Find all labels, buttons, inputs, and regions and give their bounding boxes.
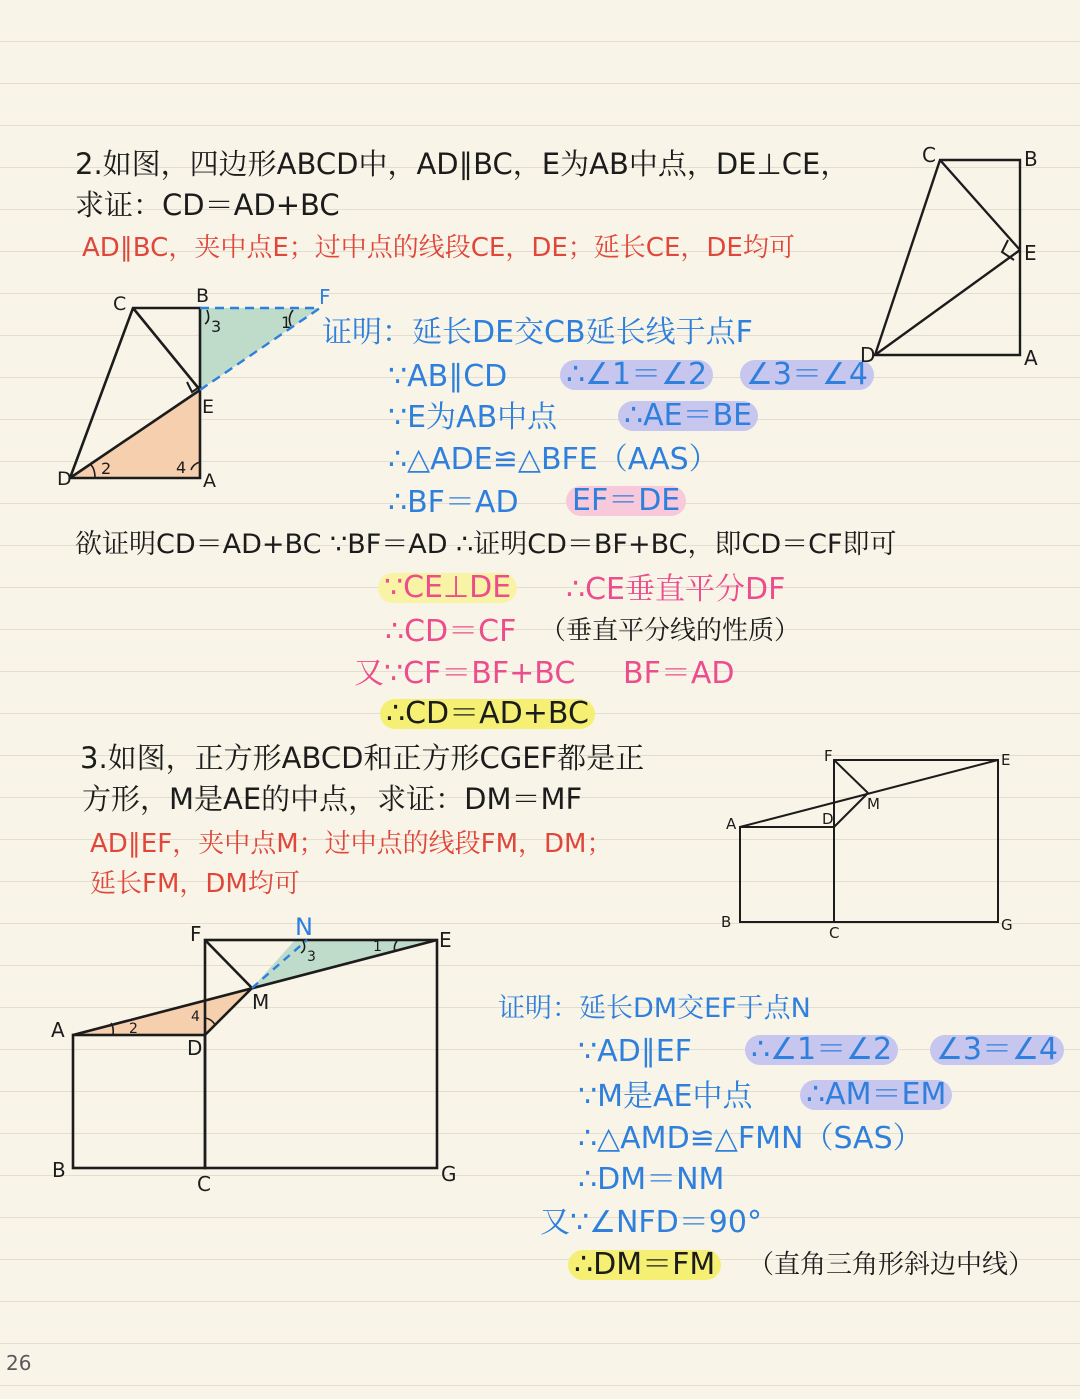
fig2s-label-b: B — [1024, 147, 1038, 171]
p2-proof-line2c: ∠3＝∠4 — [740, 360, 874, 390]
p3-proof-line6: 又∵∠NFD＝90° — [540, 1205, 762, 1240]
p2-proof-line4: ∴△ADE≌△BFE（AAS） — [388, 442, 719, 477]
problem2-hint: AD∥BC，夹中点E；过中点的线段CE，DE；延长CE，DE均可 — [82, 233, 795, 263]
fig2l-label-f: F — [319, 285, 331, 309]
problem3-statement-line2: 方形，M是AE的中点，求证：DM＝MF — [82, 782, 583, 816]
fig3l-label-f: F — [190, 922, 202, 946]
p3-proof-line1: 证明：延长DM交EF于点N — [498, 993, 811, 1024]
problem3-statement-line1: 3.如图，正方形ABCD和正方形CGEF都是正 — [80, 741, 645, 775]
p3-proof-line3b: ∴AM＝EM — [800, 1080, 952, 1110]
fig2l-angle-1: 1 — [281, 313, 292, 332]
fig2l-label-d: D — [57, 468, 72, 490]
fig3s-label-b: B — [721, 913, 732, 931]
fig3s-label-d: D — [822, 810, 834, 828]
p3-proof-line4: ∴△AMD≌△FMN（SAS） — [578, 1121, 923, 1156]
fig2l-label-b: B — [196, 285, 210, 307]
p2-proof-line7b: ∴CE垂直平分DF — [566, 572, 786, 607]
p2-proof-line3b: ∴AE＝BE — [618, 401, 758, 431]
problem2-figure-small — [860, 140, 1050, 380]
fig2s-label-a: A — [1024, 346, 1038, 370]
fig3l-label-c: C — [197, 1172, 211, 1195]
fig2l-angle-2: 2 — [101, 459, 112, 478]
fig3l-label-e: E — [439, 928, 452, 952]
fig2l-label-e: E — [202, 396, 215, 418]
problem2-statement-line2: 求证：CD＝AD+BC — [75, 188, 340, 222]
fig3l-label-a: A — [51, 1018, 65, 1042]
p2-proof-line3a: ∵E为AB中点 — [388, 400, 558, 435]
p3-proof-line3a: ∵M是AE中点 — [578, 1079, 753, 1114]
p3-proof-line7b: （直角三角形斜边中线） — [748, 1250, 1035, 1280]
fig3l-label-b: B — [52, 1158, 66, 1182]
p2-proof-line8a: ∴CD＝CF — [385, 614, 517, 649]
fig3s-label-f: F — [824, 747, 833, 765]
problem2-statement-line1: 2.如图，四边形ABCD中，AD∥BC，E为AB中点，DE⊥CE， — [75, 147, 850, 181]
fig3l-label-m: M — [252, 990, 270, 1014]
problem3-hint-line1: AD∥EF，夹中点M；过中点的线段FM，DM； — [90, 829, 613, 859]
p2-proof-line5b: EF＝DE — [566, 486, 686, 516]
problem3-figure-small — [720, 745, 1020, 945]
p2-proof-line8b: （垂直平分线的性质） — [540, 616, 801, 646]
problem3-figure-large — [45, 905, 475, 1195]
problem3-hint-line2: 延长FM，DM均可 — [90, 869, 300, 899]
fig3l-angle-3: 3 — [307, 949, 316, 965]
fig3l-label-g: G — [441, 1162, 457, 1186]
p2-proof-line5a: ∴BF＝AD — [388, 485, 519, 520]
fig2s-label-e: E — [1024, 241, 1037, 265]
problem2-figure-large — [55, 280, 345, 495]
fig3l-angle-1: 1 — [373, 939, 382, 955]
p3-proof-line5: ∴DM＝NM — [578, 1162, 725, 1197]
fig3l-angle-2: 2 — [129, 1021, 138, 1037]
fig3s-label-c: C — [829, 924, 840, 942]
p2-proof-line6: 欲证明CD＝AD+BC ∵BF＝AD ∴证明CD＝BF+BC，即CD＝CF即可 — [75, 529, 897, 560]
fig3l-label-n: N — [295, 913, 313, 941]
p2-proof-conclusion: ∴CD＝AD+BC — [380, 699, 595, 729]
p2-proof-line2a: ∵AB∥CD — [388, 359, 508, 394]
fig2s-label-c: C — [922, 143, 936, 167]
p3-proof-line2a: ∵AD∥EF — [578, 1034, 692, 1069]
fig2l-label-a: A — [203, 470, 216, 492]
fig2s-label-d: D — [860, 343, 876, 367]
p2-proof-line7a: ∵CE⊥DE — [378, 573, 517, 603]
p3-proof-line2b: ∴∠1＝∠2 — [745, 1035, 898, 1065]
fig2l-angle-3: 3 — [211, 317, 222, 336]
page-number: 26 — [6, 1351, 32, 1375]
p2-proof-line9b: BF＝AD — [623, 656, 735, 691]
fig3l-label-d: D — [187, 1036, 203, 1060]
fig3s-label-a: A — [726, 815, 737, 833]
fig3s-label-g: G — [1001, 916, 1013, 934]
p2-proof-line1: 证明：延长DE交CB延长线于点F — [322, 315, 753, 350]
fig3l-angle-4: 4 — [191, 1009, 200, 1025]
p2-proof-line2b: ∴∠1＝∠2 — [560, 360, 713, 390]
fig2l-angle-4: 4 — [176, 458, 187, 477]
p3-proof-conclusion: ∴DM＝FM — [568, 1250, 721, 1280]
p2-proof-line9a: 又∵CF＝BF+BC — [354, 656, 576, 691]
fig3s-label-m: M — [867, 795, 880, 813]
fig3s-label-e: E — [1001, 751, 1011, 769]
p3-proof-line2c: ∠3＝∠4 — [930, 1035, 1064, 1065]
fig2l-label-c: C — [113, 293, 127, 315]
